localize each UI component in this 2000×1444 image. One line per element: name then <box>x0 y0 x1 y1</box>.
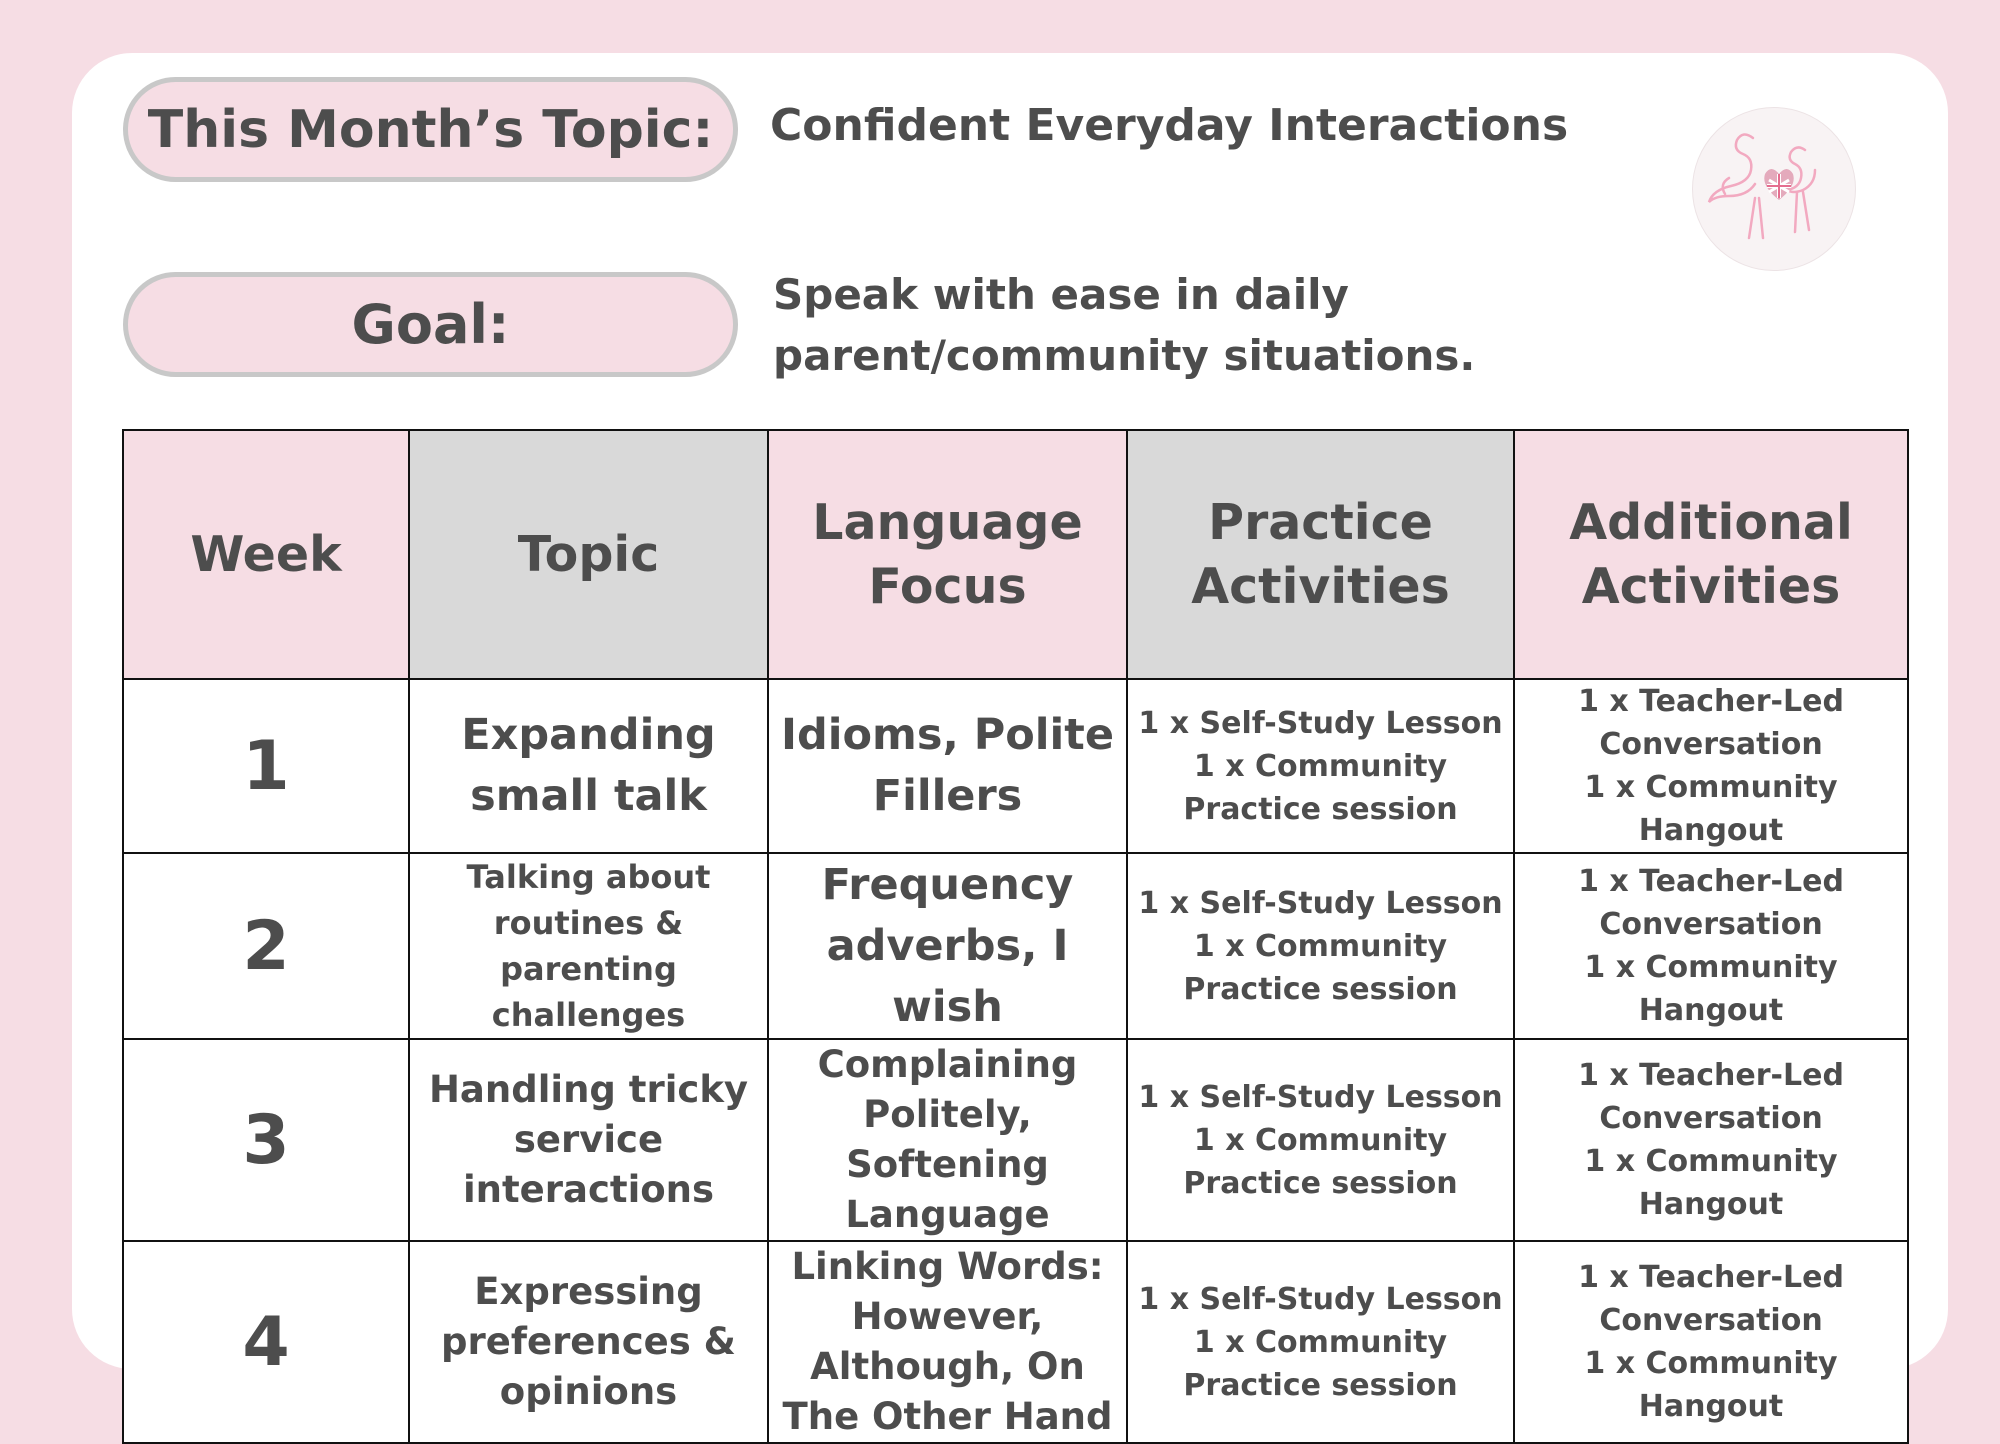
language-focus: Frequency adverbs, I wish <box>768 853 1127 1039</box>
practice-item: 1 x Community Practice session <box>1183 748 1458 827</box>
additional-item: 1 x Teacher-Led Conversation <box>1578 1260 1844 1338</box>
topic-label-pill <box>123 77 738 182</box>
week-number: 1 <box>123 679 409 853</box>
language-focus: Complaining Politely, Softening Language <box>768 1039 1127 1241</box>
week-topic: Talking about routines & parenting challenges <box>409 853 768 1039</box>
practice-item: 1 x Self-Study Lesson <box>1138 885 1503 921</box>
column-header-week: Week <box>123 430 409 679</box>
topic-value: Confident Everyday Interactions <box>770 100 1569 151</box>
language-focus: Idioms, Polite Fillers <box>768 679 1127 853</box>
additional-activities <box>1514 853 1908 1039</box>
language-focus: Linking Words: However, Although, On The Other Hand <box>768 1241 1127 1443</box>
column-header-topic: Topic <box>409 430 768 679</box>
practice-item: 1 x Self-Study Lesson <box>1138 705 1503 741</box>
week-topic: Handling tricky service interactions <box>409 1039 768 1241</box>
goal-value: Speak with ease in daily parent/community situations. <box>773 270 1476 380</box>
additional-item: 1 x Teacher-Led Conversation <box>1578 684 1844 762</box>
goal-label: Goal: <box>351 293 510 356</box>
flamingo-logo-icon <box>1692 107 1856 271</box>
week-topic: Expressing preferences & opinions <box>409 1241 768 1443</box>
additional-activities <box>1514 1039 1908 1241</box>
practice-item: 1 x Community Practice session <box>1183 928 1458 1007</box>
column-header-additional-activities: Additional Activities <box>1514 430 1908 679</box>
week-number: 4 <box>123 1241 409 1443</box>
practice-item: 1 x Self-Study Lesson <box>1138 1079 1503 1115</box>
practice-activities <box>1127 1241 1514 1443</box>
column-header-language-focus: Language Focus <box>768 430 1127 679</box>
table-row <box>123 1241 1908 1443</box>
table-row <box>123 679 1908 853</box>
weekly-plan-table <box>122 429 1909 1444</box>
additional-item: 1 x Teacher-Led Conversation <box>1578 1058 1844 1136</box>
practice-activities <box>1127 679 1514 853</box>
table-header-row <box>123 430 1908 679</box>
additional-item: 1 x Teacher-Led Conversation <box>1578 864 1844 942</box>
additional-item: 1 x Community Hangout <box>1584 1144 1838 1222</box>
table-row <box>123 853 1908 1039</box>
additional-item: 1 x Community Hangout <box>1584 1346 1838 1424</box>
table-row <box>123 1039 1908 1241</box>
practice-item: 1 x Community Practice session <box>1183 1122 1458 1201</box>
practice-item: 1 x Community Practice session <box>1183 1324 1458 1403</box>
topic-label: This Month’s Topic: <box>147 99 714 160</box>
practice-activities <box>1127 853 1514 1039</box>
week-topic: Expanding small talk <box>409 679 768 853</box>
additional-activities <box>1514 679 1908 853</box>
week-number: 3 <box>123 1039 409 1241</box>
column-header-practice-activities: Practice Activities <box>1127 430 1514 679</box>
additional-item: 1 x Community Hangout <box>1584 950 1838 1028</box>
week-number: 2 <box>123 853 409 1039</box>
additional-item: 1 x Community Hangout <box>1584 770 1838 848</box>
practice-item: 1 x Self-Study Lesson <box>1138 1281 1503 1317</box>
practice-activities <box>1127 1039 1514 1241</box>
additional-activities <box>1514 1241 1908 1443</box>
goal-label-pill <box>123 272 738 377</box>
